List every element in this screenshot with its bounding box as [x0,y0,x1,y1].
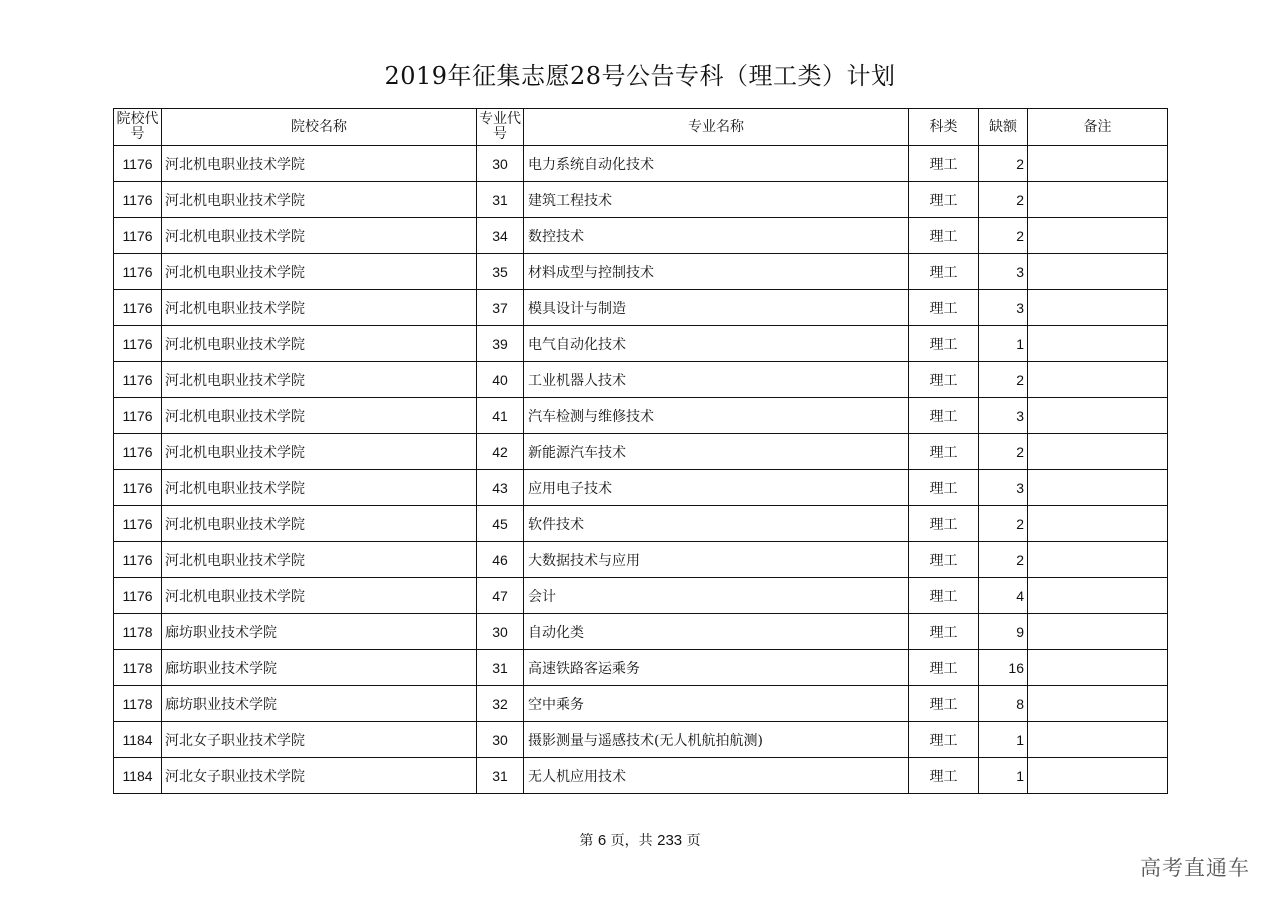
cell-remark [1028,146,1168,182]
cell-vacancy: 9 [979,614,1028,650]
cell-vacancy: 3 [979,470,1028,506]
table-row [114,434,1168,470]
cell-major-name: 摄影测量与遥感技术(无人机航拍航测) [524,722,909,758]
cell-major-name: 建筑工程技术 [524,182,909,218]
cell-vacancy: 16 [979,650,1028,686]
table-row [114,470,1168,506]
cell-school-name: 河北机电职业技术学院 [162,578,477,614]
cell-major-code: 39 [477,326,524,362]
cell-remark [1028,290,1168,326]
cell-major-code: 34 [477,218,524,254]
cell-school-code: 1176 [114,146,162,182]
cell-major-code: 35 [477,254,524,290]
footer-total-pages: 233 [657,832,683,849]
cell-major-name: 电气自动化技术 [524,326,909,362]
header-school-code: 院校代号 [114,109,162,146]
page-footer [0,830,1280,850]
cell-major-name: 汽车检测与维修技术 [524,398,909,434]
cell-major-code: 43 [477,470,524,506]
table-row [114,578,1168,614]
table-row [114,182,1168,218]
cell-category: 理工 [909,650,979,686]
table-row [114,398,1168,434]
cell-major-code: 30 [477,722,524,758]
cell-major-code: 32 [477,686,524,722]
cell-remark [1028,758,1168,794]
cell-school-name: 河北机电职业技术学院 [162,290,477,326]
cell-major-name: 电力系统自动化技术 [524,146,909,182]
cell-major-name: 自动化类 [524,614,909,650]
cell-vacancy: 1 [979,758,1028,794]
cell-school-code: 1176 [114,290,162,326]
cell-school-code: 1184 [114,722,162,758]
cell-major-name: 无人机应用技术 [524,758,909,794]
table-row [114,650,1168,686]
cell-remark [1028,614,1168,650]
cell-major-name: 会计 [524,578,909,614]
cell-school-code: 1178 [114,614,162,650]
cell-category: 理工 [909,578,979,614]
table-row [114,362,1168,398]
cell-category: 理工 [909,146,979,182]
cell-category: 理工 [909,290,979,326]
cell-school-code: 1176 [114,218,162,254]
cell-vacancy: 2 [979,434,1028,470]
table-row [114,254,1168,290]
cell-vacancy: 3 [979,398,1028,434]
cell-vacancy: 1 [979,722,1028,758]
cell-category: 理工 [909,758,979,794]
cell-school-name: 河北女子职业技术学院 [162,758,477,794]
cell-remark [1028,434,1168,470]
cell-category: 理工 [909,686,979,722]
cell-major-code: 37 [477,290,524,326]
table-row [114,542,1168,578]
cell-category: 理工 [909,614,979,650]
cell-major-name: 数控技术 [524,218,909,254]
cell-major-name: 工业机器人技术 [524,362,909,398]
footer-middle: 页，共 [610,833,653,849]
cell-major-code: 30 [477,146,524,182]
footer-suffix: 页 [686,833,701,849]
cell-category: 理工 [909,542,979,578]
cell-remark [1028,362,1168,398]
cell-remark [1028,542,1168,578]
table-row [114,614,1168,650]
cell-major-name: 应用电子技术 [524,470,909,506]
cell-school-code: 1178 [114,650,162,686]
cell-major-name: 新能源汽车技术 [524,434,909,470]
cell-school-code: 1176 [114,434,162,470]
table-row [114,758,1168,794]
cell-remark [1028,254,1168,290]
cell-school-name: 河北机电职业技术学院 [162,362,477,398]
cell-category: 理工 [909,326,979,362]
cell-remark [1028,650,1168,686]
cell-major-name: 材料成型与控制技术 [524,254,909,290]
cell-school-name: 河北机电职业技术学院 [162,506,477,542]
table-row [114,686,1168,722]
cell-remark [1028,686,1168,722]
cell-category: 理工 [909,362,979,398]
cell-remark [1028,722,1168,758]
cell-school-code: 1176 [114,470,162,506]
cell-category: 理工 [909,470,979,506]
cell-category: 理工 [909,218,979,254]
table-row [114,506,1168,542]
cell-vacancy: 4 [979,578,1028,614]
plan-table [113,108,1168,794]
table-body [114,146,1168,794]
cell-major-code: 45 [477,506,524,542]
cell-school-code: 1176 [114,254,162,290]
cell-major-code: 46 [477,542,524,578]
cell-vacancy: 3 [979,254,1028,290]
cell-vacancy: 2 [979,182,1028,218]
cell-school-code: 1176 [114,578,162,614]
cell-school-code: 1176 [114,362,162,398]
cell-school-name: 廊坊职业技术学院 [162,686,477,722]
cell-vacancy: 2 [979,146,1028,182]
cell-vacancy: 1 [979,326,1028,362]
cell-major-name: 空中乘务 [524,686,909,722]
cell-school-code: 1184 [114,758,162,794]
cell-major-name: 模具设计与制造 [524,290,909,326]
watermark: 高考直通车 [1140,856,1250,880]
cell-vacancy: 8 [979,686,1028,722]
cell-category: 理工 [909,398,979,434]
cell-school-name: 河北机电职业技术学院 [162,470,477,506]
cell-school-name: 河北女子职业技术学院 [162,722,477,758]
header-category: 科类 [909,109,979,146]
cell-remark [1028,578,1168,614]
cell-school-name: 河北机电职业技术学院 [162,326,477,362]
table-row [114,218,1168,254]
cell-vacancy: 2 [979,218,1028,254]
cell-school-name: 廊坊职业技术学院 [162,650,477,686]
cell-school-name: 河北机电职业技术学院 [162,542,477,578]
cell-major-code: 41 [477,398,524,434]
cell-remark [1028,182,1168,218]
header-major-name: 专业名称 [524,109,909,146]
cell-major-name: 大数据技术与应用 [524,542,909,578]
cell-school-code: 1176 [114,326,162,362]
cell-remark [1028,470,1168,506]
cell-school-name: 河北机电职业技术学院 [162,434,477,470]
cell-major-code: 31 [477,182,524,218]
table-row [114,146,1168,182]
cell-school-name: 廊坊职业技术学院 [162,614,477,650]
cell-school-name: 河北机电职业技术学院 [162,398,477,434]
cell-school-name: 河北机电职业技术学院 [162,146,477,182]
cell-remark [1028,326,1168,362]
cell-school-code: 1176 [114,506,162,542]
cell-major-code: 31 [477,650,524,686]
cell-vacancy: 2 [979,506,1028,542]
page-title: 2019年征集志愿28号公告专科（理工类）计划 [384,62,896,90]
cell-school-name: 河北机电职业技术学院 [162,218,477,254]
cell-school-code: 1176 [114,398,162,434]
header-school-name: 院校名称 [162,109,477,146]
cell-major-code: 42 [477,434,524,470]
cell-vacancy: 3 [979,290,1028,326]
table-row [114,290,1168,326]
header-major-code: 专业代号 [477,109,524,146]
footer-page-number: 6 [597,832,607,849]
table-row [114,722,1168,758]
cell-category: 理工 [909,722,979,758]
cell-category: 理工 [909,506,979,542]
table-row [114,326,1168,362]
cell-category: 理工 [909,182,979,218]
cell-remark [1028,218,1168,254]
cell-major-name: 软件技术 [524,506,909,542]
cell-category: 理工 [909,434,979,470]
cell-major-code: 30 [477,614,524,650]
cell-school-code: 1176 [114,542,162,578]
cell-major-code: 47 [477,578,524,614]
footer-prefix: 第 [579,833,594,849]
cell-school-name: 河北机电职业技术学院 [162,182,477,218]
cell-school-code: 1178 [114,686,162,722]
cell-remark [1028,398,1168,434]
table-header-row [114,109,1168,146]
cell-vacancy: 2 [979,542,1028,578]
cell-major-code: 40 [477,362,524,398]
cell-remark [1028,506,1168,542]
cell-vacancy: 2 [979,362,1028,398]
cell-category: 理工 [909,254,979,290]
cell-major-code: 31 [477,758,524,794]
header-vacancy: 缺额 [979,109,1028,146]
cell-school-code: 1176 [114,182,162,218]
header-remark: 备注 [1028,109,1168,146]
cell-school-name: 河北机电职业技术学院 [162,254,477,290]
cell-major-name: 高速铁路客运乘务 [524,650,909,686]
